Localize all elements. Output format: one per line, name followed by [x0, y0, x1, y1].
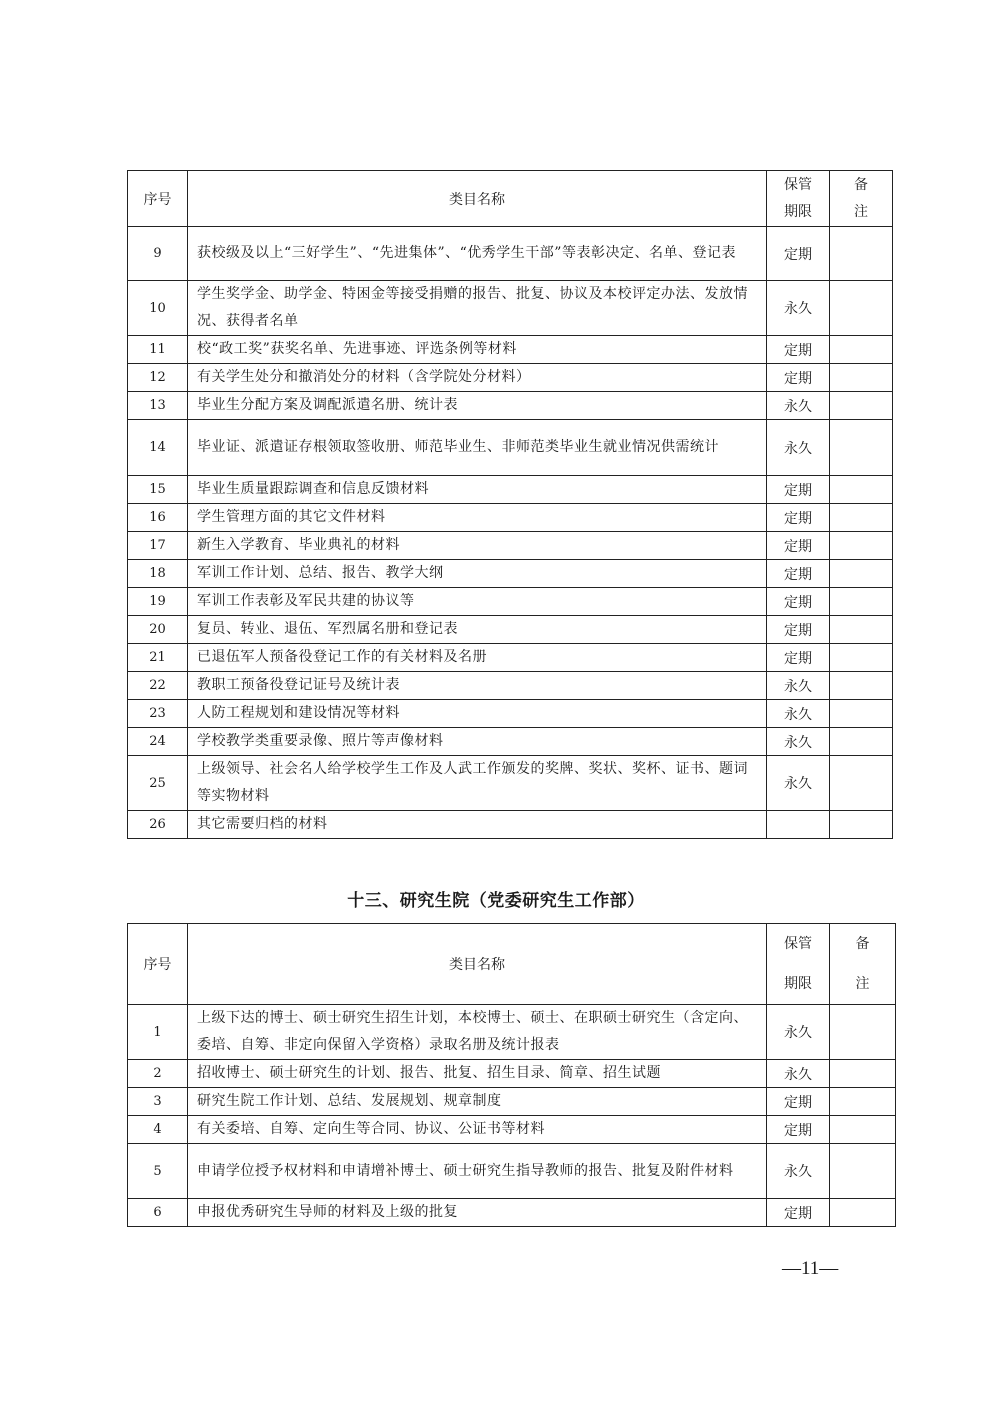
- row-category-name: 军训工作表彰及军民共建的协议等: [188, 588, 767, 616]
- header-remarks: [830, 924, 896, 1005]
- row-retention-period: 永久: [767, 672, 830, 700]
- row-serial-number: 19: [128, 588, 188, 616]
- row-category-name: 其它需要归档的材料: [188, 811, 767, 839]
- header-retention-line2: 期限: [784, 976, 812, 992]
- row-category-name: 获校级及以上“三好学生”、“先进集体”、“优秀学生干部”等表彰决定、名单、登记表: [188, 227, 767, 281]
- header-category-name: 类目名称: [188, 924, 767, 1005]
- row-retention-period: [767, 811, 830, 839]
- table-row: [128, 756, 893, 811]
- row-remarks: [830, 616, 893, 644]
- header-retention-period: [767, 924, 830, 1005]
- row-category-name: 学生奖学金、助学金、特困金等接受捐赠的报告、批复、协议及本校评定办法、发放情况、获得者名单: [188, 281, 767, 336]
- row-category-name: 军训工作计划、总结、报告、教学大纲: [188, 560, 767, 588]
- row-category-name: 研究生院工作计划、总结、发展规划、规章制度: [188, 1088, 767, 1116]
- row-category-name: 学生管理方面的其它文件材料: [188, 504, 767, 532]
- row-category-name: 校“政工奖”获奖名单、先进事迹、评选条例等材料: [188, 336, 767, 364]
- row-remarks: [830, 1005, 896, 1060]
- header-remarks-line2: 注: [854, 203, 868, 220]
- row-category-name: 招收博士、硕士研究生的计划、报告、批复、招生目录、简章、招生试题: [188, 1060, 767, 1088]
- header-retention-period: [767, 171, 830, 227]
- table-row: [128, 364, 893, 392]
- header-retention-line1: 保管: [784, 176, 812, 193]
- row-category-name: 有关学生处分和撤消处分的材料（含学院处分材料）: [188, 364, 767, 392]
- row-category-name: 人防工程规划和建设情况等材料: [188, 700, 767, 728]
- row-remarks: [830, 227, 893, 281]
- table-row: [128, 700, 893, 728]
- row-remarks: [830, 672, 893, 700]
- row-serial-number: 23: [128, 700, 188, 728]
- table-row: [128, 588, 893, 616]
- row-retention-period: 永久: [767, 420, 830, 476]
- row-remarks: [830, 392, 893, 420]
- archive-table-graduate-school: [127, 923, 896, 1227]
- row-serial-number: 1: [128, 1005, 188, 1060]
- row-serial-number: 21: [128, 644, 188, 672]
- row-remarks: [830, 588, 893, 616]
- page-number: —11—: [782, 1258, 839, 1279]
- row-serial-number: 13: [128, 392, 188, 420]
- row-retention-period: 永久: [767, 281, 830, 336]
- row-category-name: 学校教学类重要录像、照片等声像材料: [188, 728, 767, 756]
- row-serial-number: 17: [128, 532, 188, 560]
- row-category-name: 已退伍军人预备役登记工作的有关材料及名册: [188, 644, 767, 672]
- row-remarks: [830, 728, 893, 756]
- row-retention-period: 永久: [767, 700, 830, 728]
- row-retention-period: 永久: [767, 756, 830, 811]
- table-row: [128, 1116, 896, 1144]
- row-remarks: [830, 1116, 896, 1144]
- row-retention-period: 定期: [767, 644, 830, 672]
- row-retention-period: 定期: [767, 1116, 830, 1144]
- header-remarks: [830, 171, 893, 227]
- row-serial-number: 3: [128, 1088, 188, 1116]
- table-row: [128, 532, 893, 560]
- row-category-name: 教职工预备役登记证号及统计表: [188, 672, 767, 700]
- row-serial-number: 22: [128, 672, 188, 700]
- row-category-name: 有关委培、自筹、定向生等合同、协议、公证书等材料: [188, 1116, 767, 1144]
- row-category-name: 上级下达的博士、硕士研究生招生计划，本校博士、硕士、在职硕士研究生（含定向、委培、自筹、非定向保留入学资格）录取名册及统计报表: [188, 1005, 767, 1060]
- table-row: [128, 1088, 896, 1116]
- row-serial-number: 6: [128, 1199, 188, 1227]
- row-remarks: [830, 811, 893, 839]
- row-remarks: [830, 1088, 896, 1116]
- table-row: [128, 644, 893, 672]
- row-category-name: 毕业生质量跟踪调查和信息反馈材料: [188, 476, 767, 504]
- row-remarks: [830, 364, 893, 392]
- row-retention-period: 定期: [767, 227, 830, 281]
- row-retention-period: 定期: [767, 532, 830, 560]
- row-serial-number: 4: [128, 1116, 188, 1144]
- row-retention-period: 定期: [767, 504, 830, 532]
- row-category-name: 毕业证、派遣证存根领取签收册、师范毕业生、非师范类毕业生就业情况供需统计: [188, 420, 767, 476]
- row-serial-number: 11: [128, 336, 188, 364]
- row-remarks: [830, 756, 893, 811]
- section-title: 十三、研究生院（党委研究生工作部）: [347, 891, 645, 911]
- row-retention-period: 永久: [767, 728, 830, 756]
- table-row: [128, 616, 893, 644]
- row-remarks: [830, 476, 893, 504]
- archive-table-student-affairs: [127, 170, 893, 839]
- header-retention-line1: 保管: [784, 936, 812, 952]
- row-serial-number: 24: [128, 728, 188, 756]
- row-retention-period: 定期: [767, 336, 830, 364]
- table-row: [128, 1199, 896, 1227]
- row-category-name: 申报优秀研究生导师的材料及上级的批复: [188, 1199, 767, 1227]
- table-row: [128, 1005, 896, 1060]
- row-remarks: [830, 1199, 896, 1227]
- row-remarks: [830, 560, 893, 588]
- table-header-row: [128, 171, 893, 227]
- row-remarks: [830, 644, 893, 672]
- table-row: [128, 504, 893, 532]
- table-row: [128, 1060, 896, 1088]
- row-retention-period: 定期: [767, 616, 830, 644]
- row-remarks: [830, 336, 893, 364]
- table-row: [128, 560, 893, 588]
- row-retention-period: 定期: [767, 588, 830, 616]
- row-serial-number: 20: [128, 616, 188, 644]
- row-serial-number: 16: [128, 504, 188, 532]
- header-remarks-line1: 备: [854, 176, 868, 193]
- table-row: [128, 336, 893, 364]
- row-category-name: 复员、转业、退伍、军烈属名册和登记表: [188, 616, 767, 644]
- row-remarks: [830, 420, 893, 476]
- row-serial-number: 9: [128, 227, 188, 281]
- header-retention-line2: 期限: [784, 203, 812, 220]
- row-remarks: [830, 700, 893, 728]
- table-row: [128, 281, 893, 336]
- row-retention-period: 永久: [767, 1005, 830, 1060]
- table-row: [128, 476, 893, 504]
- table-row: [128, 1144, 896, 1199]
- row-retention-period: 定期: [767, 364, 830, 392]
- row-remarks: [830, 281, 893, 336]
- row-remarks: [830, 1060, 896, 1088]
- row-remarks: [830, 532, 893, 560]
- row-serial-number: 2: [128, 1060, 188, 1088]
- header-remarks-line2: 注: [855, 976, 870, 992]
- row-retention-period: 定期: [767, 560, 830, 588]
- table-row: [128, 811, 893, 839]
- row-category-name: 毕业生分配方案及调配派遣名册、统计表: [188, 392, 767, 420]
- row-serial-number: 10: [128, 281, 188, 336]
- table-row: [128, 672, 893, 700]
- header-serial-number: 序号: [128, 924, 188, 1005]
- row-remarks: [830, 504, 893, 532]
- row-serial-number: 18: [128, 560, 188, 588]
- table-row: [128, 420, 893, 476]
- row-serial-number: 26: [128, 811, 188, 839]
- row-serial-number: 12: [128, 364, 188, 392]
- row-category-name: 申请学位授予权材料和申请增补博士、硕士研究生指导教师的报告、批复及附件材料: [188, 1144, 767, 1199]
- header-category-name: 类目名称: [188, 171, 767, 227]
- table-row: [128, 227, 893, 281]
- row-retention-period: 定期: [767, 1199, 830, 1227]
- row-retention-period: 定期: [767, 1088, 830, 1116]
- row-category-name: 新生入学教育、毕业典礼的材料: [188, 532, 767, 560]
- table-row: [128, 728, 893, 756]
- row-category-name: 上级领导、社会名人给学校学生工作及人武工作颁发的奖牌、奖状、奖杯、证书、题词等实物材料: [188, 756, 767, 811]
- header-remarks-line1: 备: [855, 936, 870, 952]
- header-serial-number: 序号: [128, 171, 188, 227]
- row-serial-number: 25: [128, 756, 188, 811]
- row-serial-number: 15: [128, 476, 188, 504]
- row-retention-period: 永久: [767, 1144, 830, 1199]
- row-remarks: [830, 1144, 896, 1199]
- table-header-row: [128, 924, 896, 1005]
- row-retention-period: 定期: [767, 476, 830, 504]
- table-row: [128, 392, 893, 420]
- row-serial-number: 14: [128, 420, 188, 476]
- row-serial-number: 5: [128, 1144, 188, 1199]
- row-retention-period: 永久: [767, 392, 830, 420]
- row-retention-period: 永久: [767, 1060, 830, 1088]
